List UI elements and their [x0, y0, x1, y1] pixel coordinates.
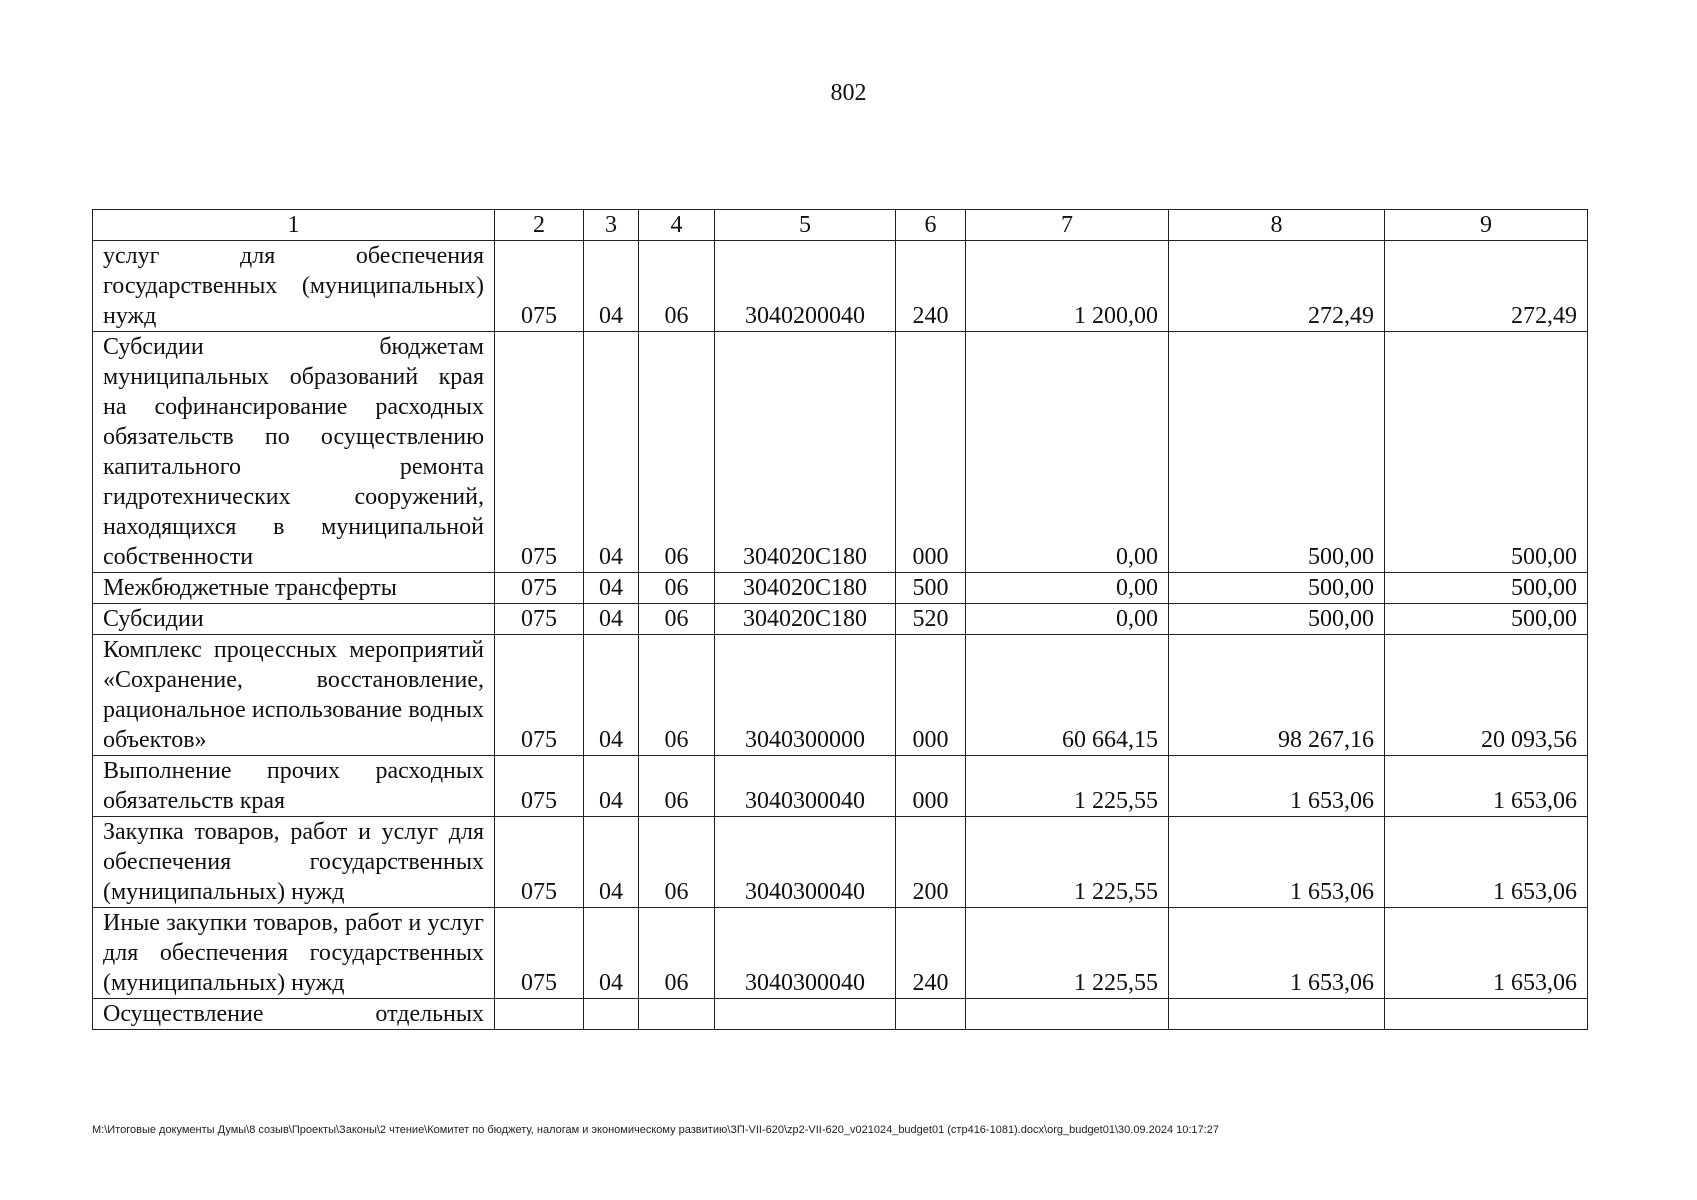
cell-amount: 0,00: [966, 604, 1169, 635]
table-row: [93, 573, 1588, 604]
table-row: [93, 635, 1588, 756]
cell-code: 075: [495, 604, 584, 635]
cell-section: 04: [584, 604, 639, 635]
column-header: 1: [93, 210, 495, 241]
row-description: услуг для обеспечения государственных (муниципальных) нужд: [93, 241, 495, 332]
cell-expense-type: [896, 999, 966, 1030]
cell-amount: 1 653,06: [1169, 817, 1385, 908]
cell-subsection: 06: [639, 817, 715, 908]
cell-subsection: 06: [639, 908, 715, 999]
cell-section: 04: [584, 817, 639, 908]
cell-amount: 98 267,16: [1169, 635, 1385, 756]
row-description: Комплекс процессных мероприятий «Сохранение, восстановление, рациональное использование водных объектов»: [93, 635, 495, 756]
cell-amount: 20 093,56: [1385, 635, 1588, 756]
cell-amount: 1 200,00: [966, 241, 1169, 332]
table-row: [93, 756, 1588, 817]
column-header: 2: [495, 210, 584, 241]
cell-code: 075: [495, 332, 584, 573]
row-description: Осуществление отдельных: [93, 999, 495, 1030]
cell-amount: 60 664,15: [966, 635, 1169, 756]
table-row: [93, 908, 1588, 999]
cell-target-article: 3040300040: [715, 756, 896, 817]
cell-amount: 1 225,55: [966, 817, 1169, 908]
cell-section: 04: [584, 241, 639, 332]
column-header: 4: [639, 210, 715, 241]
cell-expense-type: 240: [896, 241, 966, 332]
cell-amount: 500,00: [1385, 604, 1588, 635]
cell-subsection: 06: [639, 573, 715, 604]
column-header: 3: [584, 210, 639, 241]
cell-expense-type: 500: [896, 573, 966, 604]
cell-expense-type: 000: [896, 756, 966, 817]
cell-amount: 272,49: [1385, 241, 1588, 332]
cell-target-article: 3040300000: [715, 635, 896, 756]
row-description: Субсидии бюджетам муниципальных образований края на софинансирование расходных обязательств по осуществлению капитального ремонта гидротехнических сооружений, находящихся в муниципальной собственности: [93, 332, 495, 573]
cell-target-article: 304020С180: [715, 332, 896, 573]
cell-subsection: 06: [639, 241, 715, 332]
cell-subsection: 06: [639, 635, 715, 756]
cell-code: 075: [495, 908, 584, 999]
cell-amount: 1 653,06: [1385, 817, 1588, 908]
cell-subsection: 06: [639, 604, 715, 635]
cell-expense-type: 200: [896, 817, 966, 908]
row-description: Закупка товаров, работ и услуг для обеспечения государственных (муниципальных) нужд: [93, 817, 495, 908]
table-row: [93, 817, 1588, 908]
table-row: [93, 999, 1588, 1030]
cell-section: 04: [584, 756, 639, 817]
cell-amount: 0,00: [966, 332, 1169, 573]
cell-target-article: 304020С180: [715, 573, 896, 604]
cell-amount: 1 653,06: [1169, 756, 1385, 817]
cell-expense-type: 240: [896, 908, 966, 999]
table-row: [93, 241, 1588, 332]
cell-code: 075: [495, 573, 584, 604]
cell-section: 04: [584, 635, 639, 756]
cell-code: 075: [495, 817, 584, 908]
table-row: [93, 604, 1588, 635]
cell-target-article: 304020С180: [715, 604, 896, 635]
cell-section: 04: [584, 908, 639, 999]
cell-subsection: 06: [639, 756, 715, 817]
cell-amount: 500,00: [1385, 573, 1588, 604]
table-header-row: [93, 210, 1588, 241]
row-description: Иные закупки товаров, работ и услуг для обеспечения государственных (муниципальных) нужд: [93, 908, 495, 999]
cell-amount: [1169, 999, 1385, 1030]
row-description: Выполнение прочих расходных обязательств края: [93, 756, 495, 817]
cell-amount: 272,49: [1169, 241, 1385, 332]
cell-amount: 1 225,55: [966, 908, 1169, 999]
cell-amount: [966, 999, 1169, 1030]
cell-expense-type: 000: [896, 635, 966, 756]
column-header: 9: [1385, 210, 1588, 241]
cell-section: 04: [584, 332, 639, 573]
cell-target-article: 3040200040: [715, 241, 896, 332]
column-header: 8: [1169, 210, 1385, 241]
cell-amount: 500,00: [1169, 573, 1385, 604]
column-header: 7: [966, 210, 1169, 241]
cell-amount: 1 653,06: [1169, 908, 1385, 999]
cell-subsection: 06: [639, 332, 715, 573]
budget-table: [92, 209, 1588, 1030]
cell-expense-type: 000: [896, 332, 966, 573]
cell-target-article: 3040300040: [715, 908, 896, 999]
cell-amount: 0,00: [966, 573, 1169, 604]
cell-subsection: [639, 999, 715, 1030]
cell-amount: 500,00: [1169, 332, 1385, 573]
document-path-footer: M:\Итоговые документы Думы\8 созыв\Проекты\Законы\2 чтение\Комитет по бюджету, налогам и экономическому развитию\ЗП-VII-620\zp2-VII-620_v021024_budget01 (стр416-1081).docx\org_budget01\30.09.2024 10:17:27: [92, 1124, 1219, 1136]
cell-amount: [1385, 999, 1588, 1030]
cell-code: 075: [495, 635, 584, 756]
cell-section: 04: [584, 573, 639, 604]
table-row: [93, 332, 1588, 573]
cell-amount: 1 653,06: [1385, 908, 1588, 999]
column-header: 5: [715, 210, 896, 241]
cell-target-article: [715, 999, 896, 1030]
cell-amount: 500,00: [1169, 604, 1385, 635]
page-number: 802: [830, 80, 867, 106]
cell-target-article: 3040300040: [715, 817, 896, 908]
cell-amount: 1 225,55: [966, 756, 1169, 817]
column-header: 6: [896, 210, 966, 241]
cell-code: 075: [495, 241, 584, 332]
row-description: Межбюджетные трансферты: [93, 573, 495, 604]
cell-section: [584, 999, 639, 1030]
cell-expense-type: 520: [896, 604, 966, 635]
row-description: Субсидии: [93, 604, 495, 635]
cell-code: [495, 999, 584, 1030]
cell-amount: 500,00: [1385, 332, 1588, 573]
cell-code: 075: [495, 756, 584, 817]
cell-amount: 1 653,06: [1385, 756, 1588, 817]
